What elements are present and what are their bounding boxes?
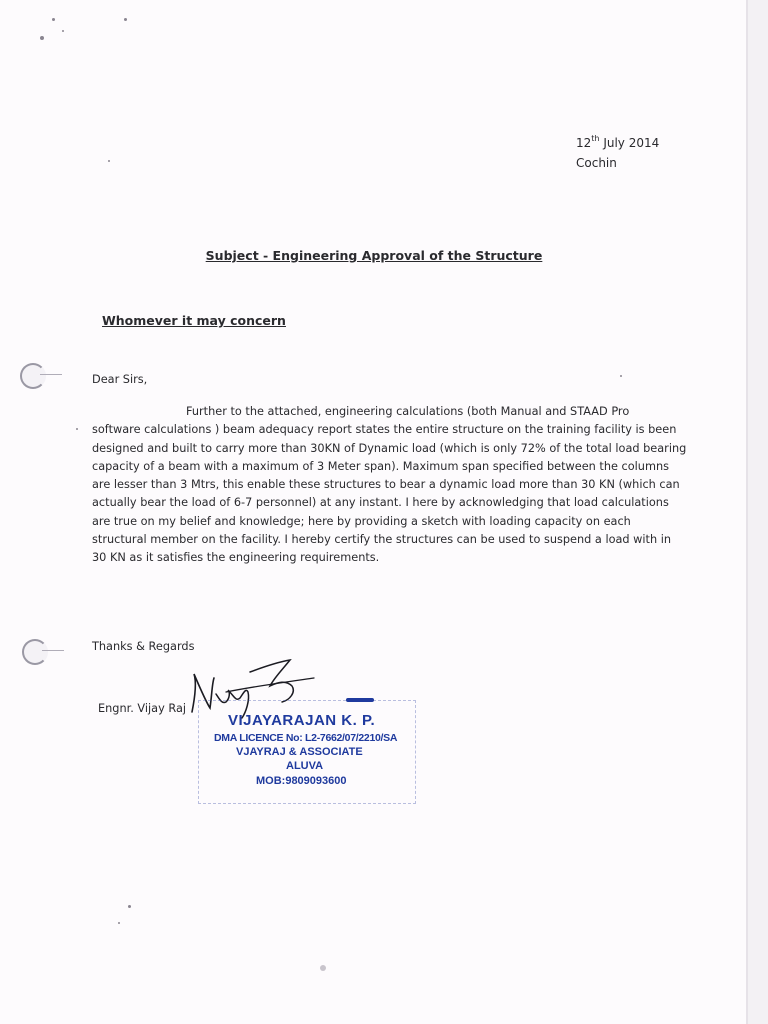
- scan-edge: [748, 0, 768, 1024]
- letter-subject: Subject - Engineering Approval of the Structure: [205, 248, 543, 263]
- signer-name: Engnr. Vijay Raj: [98, 702, 187, 715]
- scan-speck: [118, 922, 120, 924]
- addressee-heading: Whomever it may concern: [102, 313, 286, 328]
- date-suffix: th: [591, 134, 600, 143]
- body-line: structural member on the facility. I hereby certify the structures can be used to suspend a load with in: [92, 533, 672, 547]
- scan-speck: [108, 160, 110, 162]
- official-stamp: [198, 700, 416, 804]
- scan-speck: [320, 965, 326, 971]
- body-line: software calculations ) beam adequacy report states the entire structure on the training facility is been: [92, 423, 677, 437]
- letter-place: Cochin: [576, 156, 617, 170]
- body-line: capacity of a beam with a maximum of 3 Meter span). Maximum span specified between the columns: [92, 459, 670, 473]
- scan-speck: [620, 375, 622, 377]
- punch-hole: [22, 639, 48, 665]
- body-line: designed and built to carry more than 30KN of Dynamic load (which is only 72% of the total load bearing: [92, 441, 687, 455]
- body-line: 30 KN as it satisfies the engineering requirements.: [92, 551, 380, 565]
- stamp-firm: VJAYRAJ & ASSOCIATE: [236, 746, 363, 758]
- date-month-year: July 2014: [599, 136, 660, 150]
- scan-speck: [128, 905, 131, 908]
- scan-speck: [124, 18, 127, 21]
- stamp-licence: DMA LICENCE No: L2-7662/07/2210/SA: [214, 732, 398, 744]
- date-block: [576, 133, 659, 173]
- stamp-mark: [346, 698, 374, 702]
- letter-body: [92, 403, 687, 568]
- scan-speck: [76, 428, 78, 430]
- stamp-mobile: MOB:9809093600: [256, 775, 347, 787]
- body-line: are lesser than 3 Mtrs, this enable these structures to bear a dynamic load more than 30 KN (which can: [92, 478, 680, 492]
- punch-hole-tail: [40, 374, 62, 375]
- punch-hole: [20, 363, 46, 389]
- body-line: are true on my belief and knowledge; here by providing a sketch with loading capacity on each: [92, 514, 631, 528]
- closing: Thanks & Regards: [92, 640, 195, 653]
- scan-speck: [40, 36, 44, 40]
- stamp-name: VIJAYARAJAN K. P.: [228, 712, 376, 729]
- body-line: Further to the attached, engineering calculations (both Manual and STAAD Pro: [186, 405, 630, 418]
- punch-hole-tail: [42, 650, 64, 651]
- letter-date: [576, 133, 659, 153]
- scan-speck: [62, 30, 64, 32]
- date-day: 12: [576, 136, 592, 150]
- scan-speck: [52, 18, 55, 21]
- stamp-city: ALUVA: [286, 760, 324, 772]
- salutation: Dear Sirs,: [92, 373, 148, 386]
- body-line: actually bear the load of 6-7 personnel) at any instant. I here by acknowledging that load calculations: [92, 496, 669, 510]
